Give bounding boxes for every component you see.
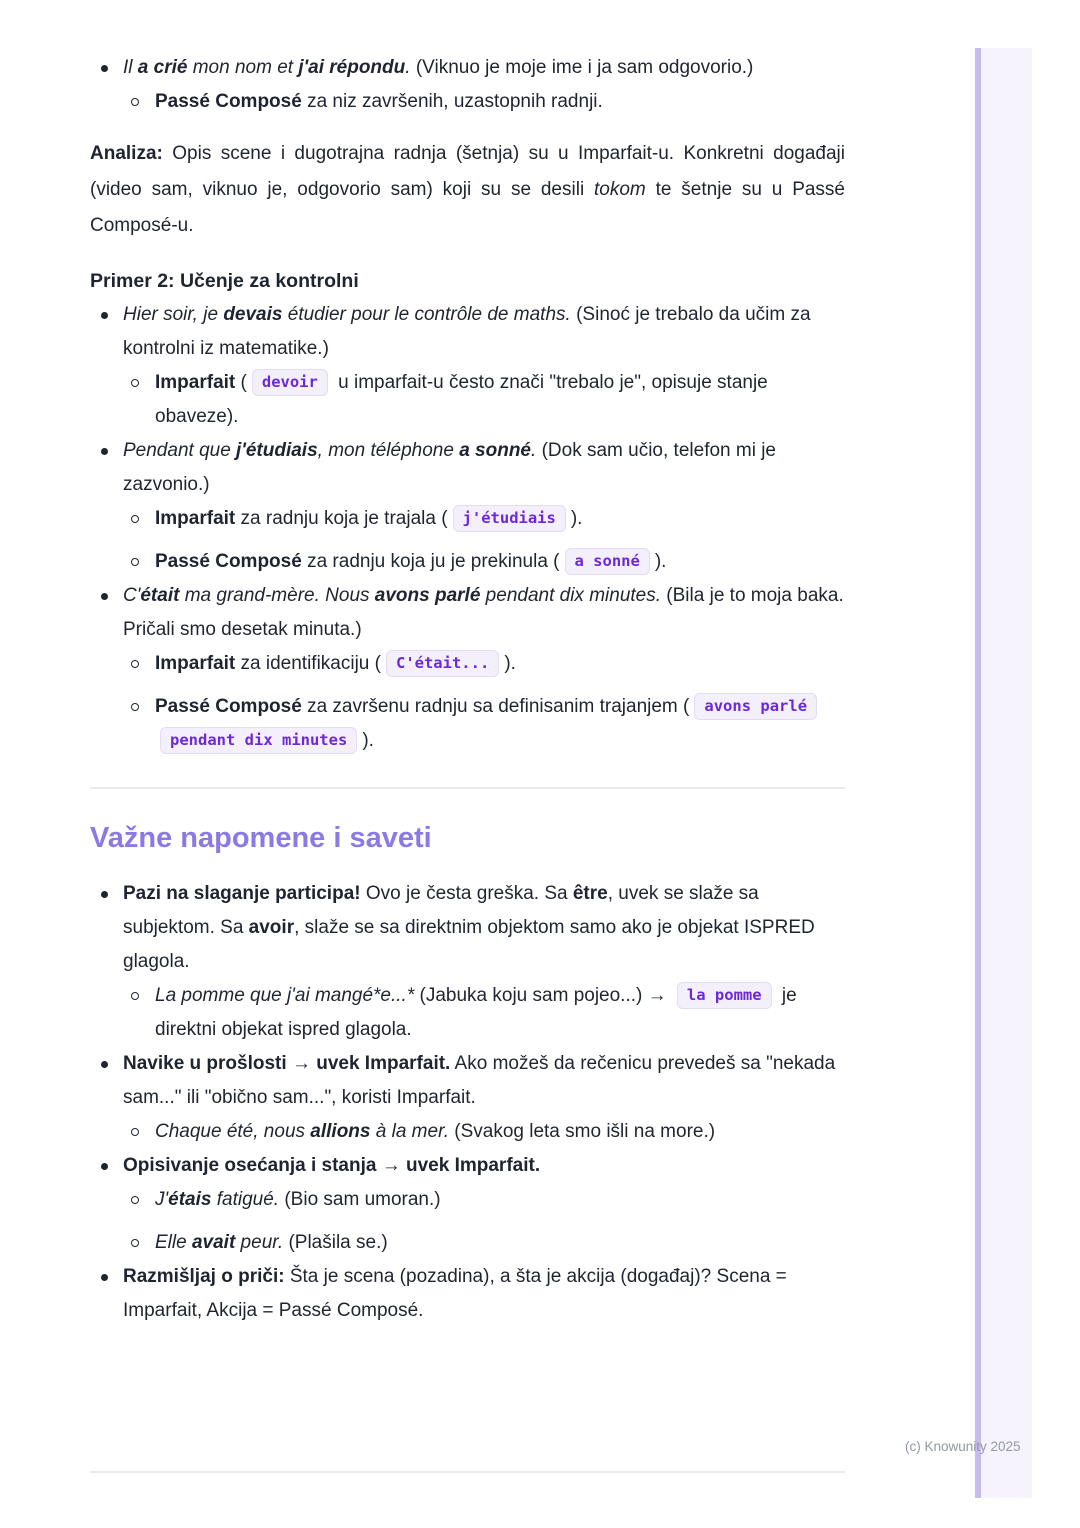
text-run: Pazi na slaganje participa! bbox=[123, 883, 361, 904]
section-divider bbox=[90, 787, 845, 789]
text-run: j'ai répondu bbox=[298, 57, 406, 78]
text-run: Passé Composé bbox=[155, 551, 302, 572]
list-item bbox=[90, 579, 845, 758]
list-item bbox=[123, 85, 845, 119]
list-item bbox=[90, 298, 845, 434]
text-run: mon nom et bbox=[187, 57, 299, 78]
margin-highlight-edge bbox=[975, 48, 981, 1498]
sub-bullet-list bbox=[123, 366, 845, 434]
text-run: C' bbox=[123, 585, 141, 606]
text-run: , mon téléphone bbox=[317, 440, 460, 461]
text-run: Imparfait bbox=[155, 508, 236, 529]
text-run: ). bbox=[504, 653, 516, 674]
text-run: ma grand-mère. Nous bbox=[179, 585, 375, 606]
text-run: Elle bbox=[155, 1232, 192, 1253]
text-run: La pomme que j'ai mangé*e...* bbox=[155, 985, 415, 1006]
text-run: j'étudiais bbox=[236, 440, 318, 461]
text-run: za radnju koja ju je prekinula ( bbox=[301, 551, 560, 572]
text-run: Imparfait bbox=[155, 653, 236, 674]
text-run: fatigué. bbox=[211, 1189, 280, 1210]
list-item bbox=[90, 434, 845, 579]
text-run: Imparfait bbox=[155, 372, 236, 393]
text-run: (Svakog leta smo išli na more.) bbox=[448, 1121, 716, 1142]
text-run: J' bbox=[155, 1189, 169, 1210]
text-run: u imparfait-u često znači "trebalo je", opisuje stanje obaveze). bbox=[155, 372, 768, 427]
text-run: avoir bbox=[248, 917, 295, 938]
page-bottom-divider bbox=[90, 1471, 845, 1473]
text-run: (Bila je to moja baka. Pričali smo desetak minuta.) bbox=[123, 585, 844, 640]
bullet-list bbox=[90, 877, 845, 1047]
list-item bbox=[90, 1149, 845, 1260]
text-run: te šetnje su u Passé Composé-u. bbox=[90, 179, 845, 236]
list-item bbox=[90, 51, 845, 119]
bullet-list bbox=[90, 298, 845, 434]
list-item bbox=[123, 647, 845, 681]
text-run: Opis scene i dugotrajna radnja (šetnja) su u Imparfait-u. Konkretni događaji (video sam, viknuo je, odgovorio sam) koji su se desili bbox=[90, 143, 845, 200]
inline-code-badge: C'était... bbox=[386, 650, 499, 677]
bullet-list bbox=[90, 1047, 845, 1149]
text-run: (Viknuo je moje ime i ja sam odgovorio.) bbox=[415, 57, 754, 78]
text-run: za završenu radnju sa definisanim trajanjem ( bbox=[301, 696, 690, 717]
text-run: Šta je scena (pozadina), a šta je akcija (događaj)? Scena = Imparfait, Akcija = Passé Composé. bbox=[123, 1266, 787, 1321]
text-run: Razmišljaj o priči: bbox=[123, 1266, 285, 1287]
text-run: étudier pour le contrôle de maths. bbox=[282, 304, 571, 325]
list-item bbox=[123, 502, 845, 536]
text-run: (Jabuka koju sam pojeo...) → bbox=[414, 985, 672, 1006]
document-content bbox=[90, 0, 845, 1328]
text-run: (Bio sam umoran.) bbox=[279, 1189, 441, 1210]
sub-bullet-list bbox=[123, 502, 845, 579]
text-run: Il bbox=[123, 57, 138, 78]
list-item bbox=[123, 366, 845, 434]
text-run: à la mer. bbox=[370, 1121, 449, 1142]
text-run: . bbox=[405, 57, 416, 78]
text-run: avons parlé bbox=[374, 585, 481, 606]
text-run: pendant dix minutes. bbox=[480, 585, 662, 606]
text-run: Passé Composé bbox=[155, 91, 302, 112]
text-run: devais bbox=[223, 304, 283, 325]
text-run: ( bbox=[235, 372, 247, 393]
list-item bbox=[123, 690, 845, 758]
text-run: a sonné bbox=[459, 440, 532, 461]
sub-bullet-list bbox=[123, 1183, 845, 1260]
text-run: peur. bbox=[235, 1232, 284, 1253]
analysis-paragraph bbox=[90, 136, 845, 244]
text-run: étais bbox=[168, 1189, 212, 1210]
bullet-list bbox=[90, 434, 845, 579]
section-title: Važne napomene i saveti bbox=[90, 822, 432, 854]
text-run: être bbox=[572, 883, 608, 904]
sub-bullet-list bbox=[123, 85, 845, 119]
text-run: avait bbox=[191, 1232, 236, 1253]
bullet-list bbox=[90, 51, 845, 119]
inline-code-badge: la pomme bbox=[677, 982, 772, 1009]
list-item bbox=[123, 1226, 845, 1260]
inline-code-badge: a sonné bbox=[565, 548, 650, 575]
text-run: za identifikaciju ( bbox=[235, 653, 381, 674]
text-run: ). bbox=[362, 730, 374, 751]
text-run: je direktni objekat ispred glagola. bbox=[155, 985, 797, 1040]
margin-highlight-strip bbox=[981, 48, 1032, 1498]
text-run: était bbox=[140, 585, 180, 606]
bullet-list bbox=[90, 1260, 845, 1328]
sub-bullet-list bbox=[123, 647, 845, 758]
list-item bbox=[123, 1183, 845, 1217]
list-item bbox=[90, 1260, 845, 1328]
text-run: (Plašila se.) bbox=[283, 1232, 388, 1253]
text-run: ). bbox=[570, 508, 583, 529]
text-run: ). bbox=[654, 551, 667, 572]
text-run: za niz završenih, uzastopnih radnji. bbox=[301, 91, 603, 112]
text-run: , slaže se sa direktnim objektom samo ako je objekat ISPRED glagola. bbox=[123, 917, 815, 972]
text-run: Opisivanje osećanja i stanja → uvek Imparfait. bbox=[123, 1155, 541, 1176]
text-run: za radnju koja je trajala ( bbox=[235, 508, 448, 529]
text-run: Pendant que bbox=[123, 440, 237, 461]
example-heading: Primer 2: Učenje za kontrolni bbox=[90, 270, 359, 292]
list-item bbox=[90, 877, 845, 1047]
text-run: Chaque été, nous bbox=[155, 1121, 311, 1142]
text-run: Analiza: bbox=[90, 143, 163, 164]
text-run: allions bbox=[310, 1121, 371, 1142]
list-item bbox=[123, 979, 845, 1047]
list-item bbox=[123, 545, 845, 579]
bullet-list bbox=[90, 1149, 845, 1260]
text-run: a crié bbox=[137, 57, 188, 78]
sub-bullet-list bbox=[123, 1115, 845, 1149]
text-run: (Sinoć je trebalo da učim za kontrolni iz matematike.) bbox=[123, 304, 811, 359]
text-run: Passé Composé bbox=[155, 696, 302, 717]
text-run: . bbox=[531, 440, 542, 461]
sub-bullet-list bbox=[123, 979, 845, 1047]
text-run: , uvek se slaže sa subjektom. Sa bbox=[123, 883, 759, 938]
text-run: tokom bbox=[594, 179, 646, 200]
text-run: Ovo je česta greška. Sa bbox=[360, 883, 573, 904]
text-run: (Dok sam učio, telefon mi je zazvonio.) bbox=[123, 440, 776, 495]
text-run: Navike u prošlosti → uvek Imparfait. bbox=[123, 1053, 451, 1074]
text-run: Hier soir, je bbox=[123, 304, 224, 325]
list-item bbox=[123, 1115, 845, 1149]
inline-code-badge: j'étudiais bbox=[453, 505, 566, 532]
list-item bbox=[90, 1047, 845, 1149]
text-run: Ako možeš da rečenicu prevedeš sa "nekada sam..." ili "obično sam...", koristi Imparfait. bbox=[123, 1053, 836, 1108]
copyright-note: (c) Knowunity 2025 bbox=[905, 1439, 1021, 1454]
inline-code-badge: avons parlé pendant dix minutes bbox=[160, 693, 817, 754]
bullet-list bbox=[90, 579, 845, 758]
inline-code-badge: devoir bbox=[252, 369, 328, 396]
